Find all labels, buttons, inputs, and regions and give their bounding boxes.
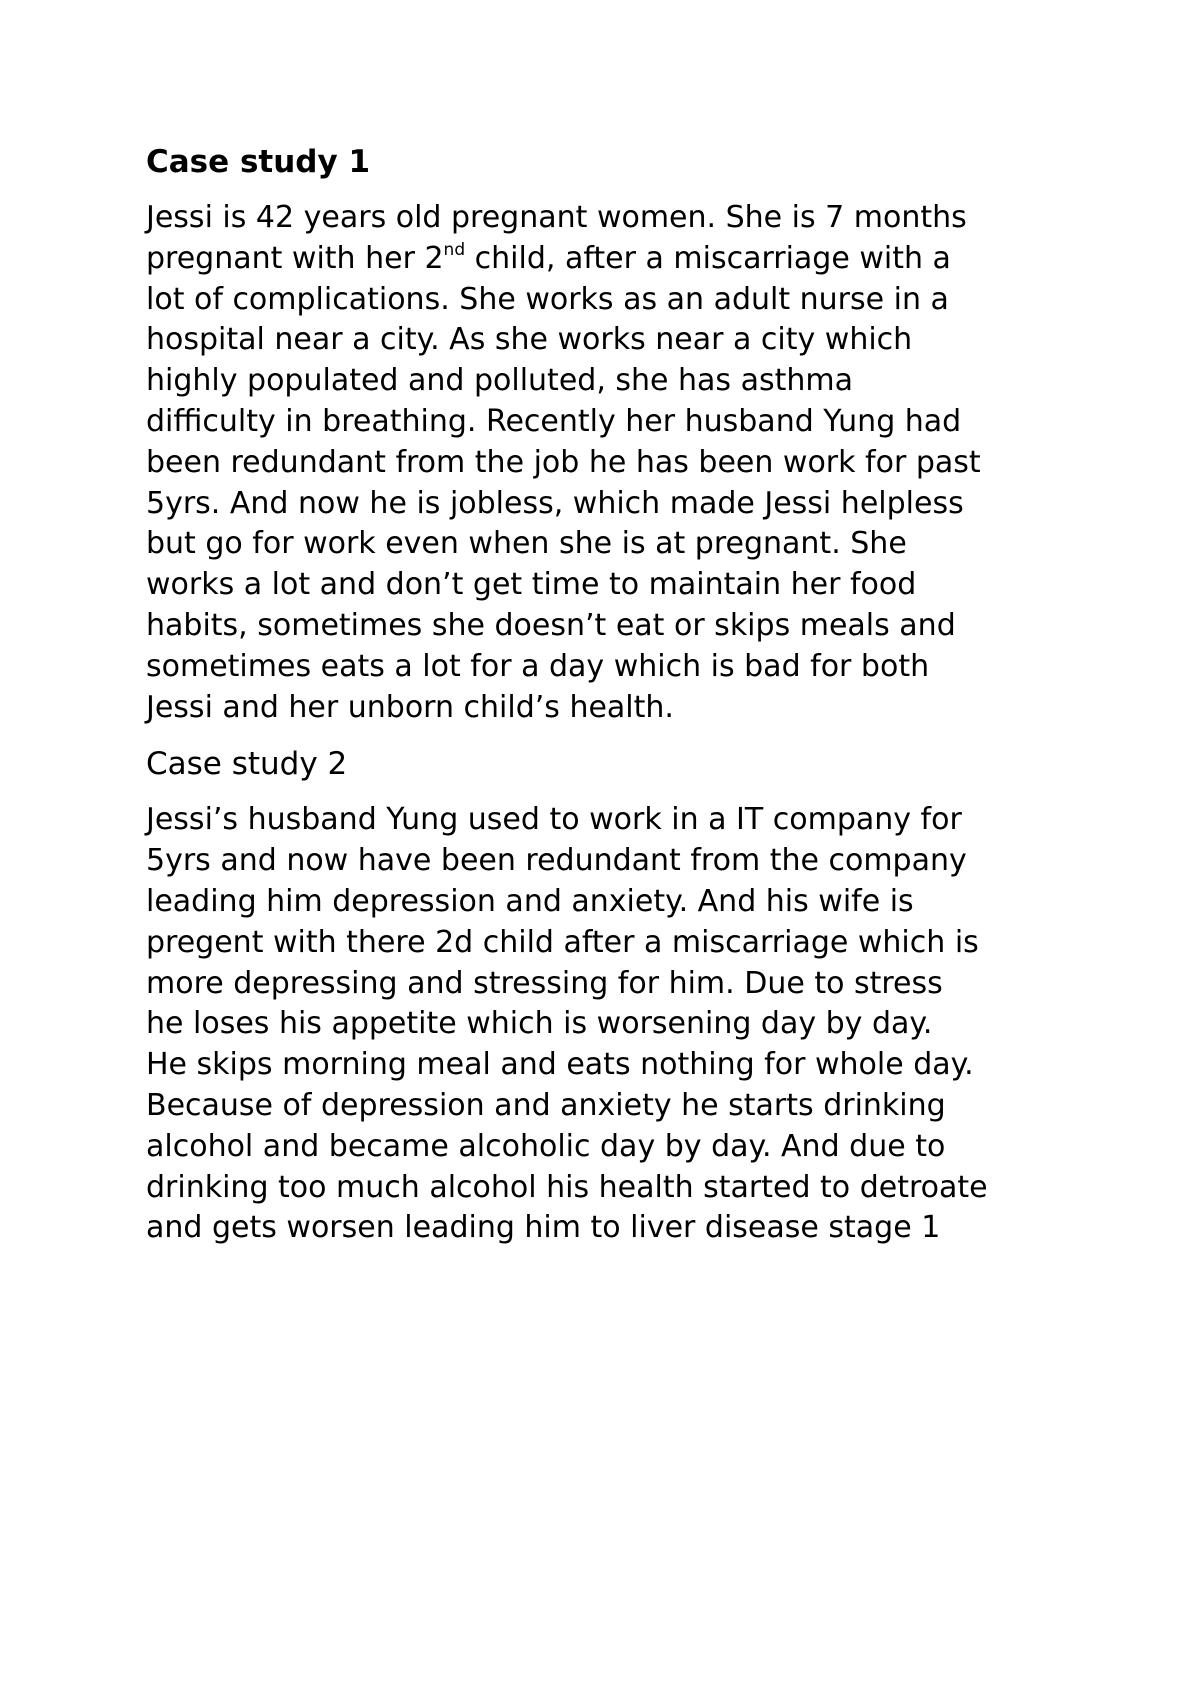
case-2-line: more depressing and stressing for him. Due to stress <box>146 965 943 1001</box>
case-2-line: He skips morning meal and eats nothing for whole day. <box>146 1047 974 1083</box>
case-1-line <box>146 239 1076 280</box>
case-study-1-paragraph <box>146 198 1076 728</box>
case-2-line: drinking too much alcohol his health started to detroate <box>146 1169 988 1205</box>
ordinal-superscript: nd <box>443 239 466 260</box>
case-1-line: been redundant from the job he has been work for past <box>146 444 981 480</box>
case-2-line: he loses his appetite which is worsening day by day. <box>146 1006 933 1042</box>
case-1-line: highly populated and polluted, she has asthma <box>146 363 853 399</box>
case-2-line: and gets worsen leading him to liver disease stage 1 <box>146 1210 941 1246</box>
case-2-line: leading him depression and anxiety. And his wife is <box>146 883 914 919</box>
case-2-line: pregent with there 2d child after a miscarriage which is <box>146 924 979 960</box>
case-1-line: hospital near a city. As she works near a city which <box>146 322 913 358</box>
case-1-line: habits, sometimes she doesn’t eat or skips meals and <box>146 607 956 643</box>
document-body <box>146 142 1076 1265</box>
case-1-line: difficulty in breathing. Recently her husband Yung had <box>146 403 962 439</box>
case-1-line: Jessi is 42 years old pregnant women. She is 7 months <box>146 200 967 235</box>
case-study-2-heading: Case study 2 <box>146 746 348 783</box>
case-study-1-heading: Case study 1 <box>146 144 371 180</box>
case-1-line-text: pregnant with her 2 <box>146 240 444 276</box>
case-2-line: Because of depression and anxiety he starts drinking <box>146 1087 946 1123</box>
case-1-line-text: child, after a miscarriage with a <box>465 240 951 276</box>
case-1-line: but go for work even when she is at pregnant. She <box>146 526 907 562</box>
case-2-line: 5yrs and now have been redundant from the company <box>146 843 967 879</box>
case-1-line: works a lot and don’t get time to maintain her food <box>146 567 917 603</box>
case-2-line: alcohol and became alcoholic day by day. And due to <box>146 1128 946 1164</box>
case-1-line: Jessi and her unborn child’s health. <box>146 689 674 725</box>
case-1-line: sometimes eats a lot for a day which is bad for both <box>146 648 930 684</box>
case-1-line: 5yrs. And now he is jobless, which made Jessi helpless <box>146 485 964 521</box>
case-study-2-paragraph <box>146 800 1076 1249</box>
case-1-line: lot of complications. She works as an adult nurse in a <box>146 281 949 317</box>
case-2-line: Jessi’s husband Yung used to work in a IT company for <box>146 802 962 838</box>
